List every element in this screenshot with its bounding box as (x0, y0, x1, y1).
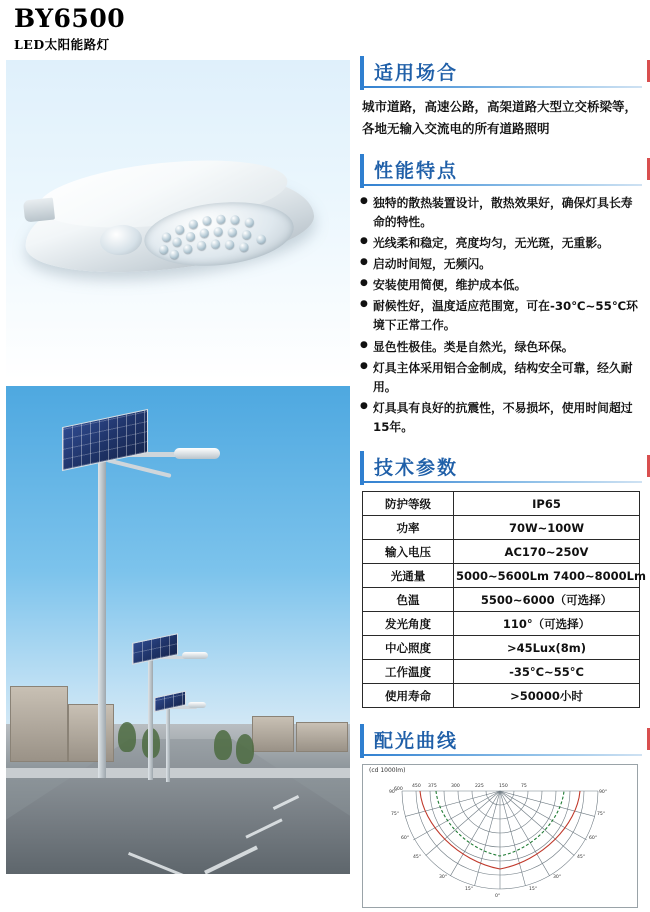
table-row (363, 492, 640, 516)
building (252, 716, 294, 752)
street-light-head (174, 448, 220, 459)
svg-text:75: 75 (521, 784, 527, 790)
svg-text:600: 600 (394, 787, 403, 793)
table-row (363, 588, 640, 612)
section-title-specs: 技术参数 (374, 457, 459, 480)
list-item: ● 光线柔和稳定，亮度均匀，无光斑，无重影。 (360, 234, 644, 253)
tree (214, 730, 232, 760)
list-item: ● 安装使用简便，维护成本低。 (360, 276, 644, 295)
solar-panel-cells (133, 634, 177, 663)
spec-key: 中心照度 (363, 636, 454, 660)
section-header-specs (360, 451, 644, 485)
table-row (363, 612, 640, 636)
solar-panel-cells (63, 410, 147, 470)
solar-panel (154, 691, 186, 713)
list-item: ● 独特的散热装置设计，散热效果好，确保灯具长寿命的特性。 (360, 194, 644, 232)
svg-text:450: 450 (412, 784, 421, 790)
section-header-features (360, 154, 644, 188)
svg-text:375: 375 (428, 784, 437, 790)
svg-text:60°: 60° (589, 836, 598, 842)
spec-value: AC170~250V (454, 540, 640, 564)
svg-text:60°: 60° (401, 836, 410, 842)
svg-text:90°: 90° (389, 790, 398, 796)
list-item: ● 灯具主体采用铝合金制成，结构安全可靠，经久耐用。 (360, 359, 644, 397)
light-distribution-diagram (362, 764, 638, 908)
svg-text:45°: 45° (413, 855, 422, 861)
spec-key: 使用寿命 (363, 684, 454, 708)
list-item: ● 显色性极佳。类是自然光，绿色环保。 (360, 338, 644, 357)
spec-key: 工作温度 (363, 660, 454, 684)
tree (118, 722, 136, 752)
content-column (360, 56, 644, 912)
section-header-application (360, 56, 644, 90)
curve-svg (363, 765, 637, 907)
building (10, 686, 68, 762)
installation-photo (6, 386, 350, 874)
spec-key: 色温 (363, 588, 454, 612)
svg-text:15°: 15° (529, 887, 538, 893)
spec-value: IP65 (454, 492, 640, 516)
svg-text:75°: 75° (391, 812, 400, 818)
street-light-brace (106, 458, 171, 478)
feature-list (360, 194, 644, 437)
spec-key: 防护等级 (363, 492, 454, 516)
svg-text:45°: 45° (577, 855, 586, 861)
street-light-pole (98, 448, 106, 778)
section-header-curve (360, 724, 644, 758)
spec-value: >45Lux(8m) (454, 636, 640, 660)
building (296, 722, 348, 752)
tree (236, 734, 254, 764)
section-title-features: 性能特点 (374, 159, 459, 182)
list-item: ● 耐候性好，温度适应范围宽，可在-30℃~55℃环境下正常工作。 (360, 297, 644, 335)
building (68, 704, 114, 762)
spec-value: 110°（可选择） (454, 612, 640, 636)
table-row (363, 564, 640, 588)
sidewalk (6, 768, 350, 778)
section-title-curve: 配光曲线 (374, 730, 459, 753)
svg-text:30°: 30° (439, 875, 448, 881)
solar-panel (62, 409, 148, 471)
list-item: ● 灯具具有良好的抗震性，不易损坏，使用时间超过15年。 (360, 399, 644, 437)
spec-value: 70W~100W (454, 516, 640, 540)
spec-value: 5500~6000（可选择） (454, 588, 640, 612)
section-title-application: 适用场合 (374, 62, 459, 84)
svg-text:0°: 0° (495, 894, 501, 900)
spec-key: 功率 (363, 516, 454, 540)
spec-key: 输入电压 (363, 540, 454, 564)
list-item: ● 启动时间短，无频闪。 (360, 255, 644, 274)
model-code: BY6500 (14, 4, 126, 33)
table-row (363, 516, 640, 540)
lamp-illustration (24, 155, 334, 290)
model-subtitle: LED太阳能路灯 (14, 37, 110, 53)
table-row (363, 660, 640, 684)
spec-key: 发光角度 (363, 612, 454, 636)
street-light-pole (166, 704, 170, 782)
table-row (363, 636, 640, 660)
solar-panel (132, 633, 178, 665)
page-header (14, 6, 354, 53)
table-row (363, 540, 640, 564)
spec-value: 5000~5600Lm 7400~8000Lm (454, 564, 640, 588)
street-light-pole (148, 654, 153, 780)
spec-value: -35°C~55°C (454, 660, 640, 684)
svg-text:30°: 30° (553, 875, 562, 881)
product-photo-lamp (6, 60, 350, 380)
svg-text:150: 150 (499, 784, 508, 790)
svg-text:225: 225 (475, 784, 484, 790)
spec-value: >50000小时 (454, 684, 640, 708)
spec-key: 光通量 (363, 564, 454, 588)
street-light-head (188, 702, 206, 708)
spec-table (362, 491, 646, 708)
street-light-head (182, 652, 208, 659)
lamp-neck (23, 197, 55, 222)
svg-text:75°: 75° (597, 812, 606, 818)
svg-text:90°: 90° (599, 790, 608, 796)
curve-caption: (cd 1000lm) (369, 767, 406, 775)
table-row (363, 684, 640, 708)
svg-text:15°: 15° (465, 887, 474, 893)
svg-text:300: 300 (451, 784, 460, 790)
application-text: 城市道路，高速公路，高架道路大型立交桥梁等，各地无输入交流电的所有道路照明 (362, 99, 638, 136)
